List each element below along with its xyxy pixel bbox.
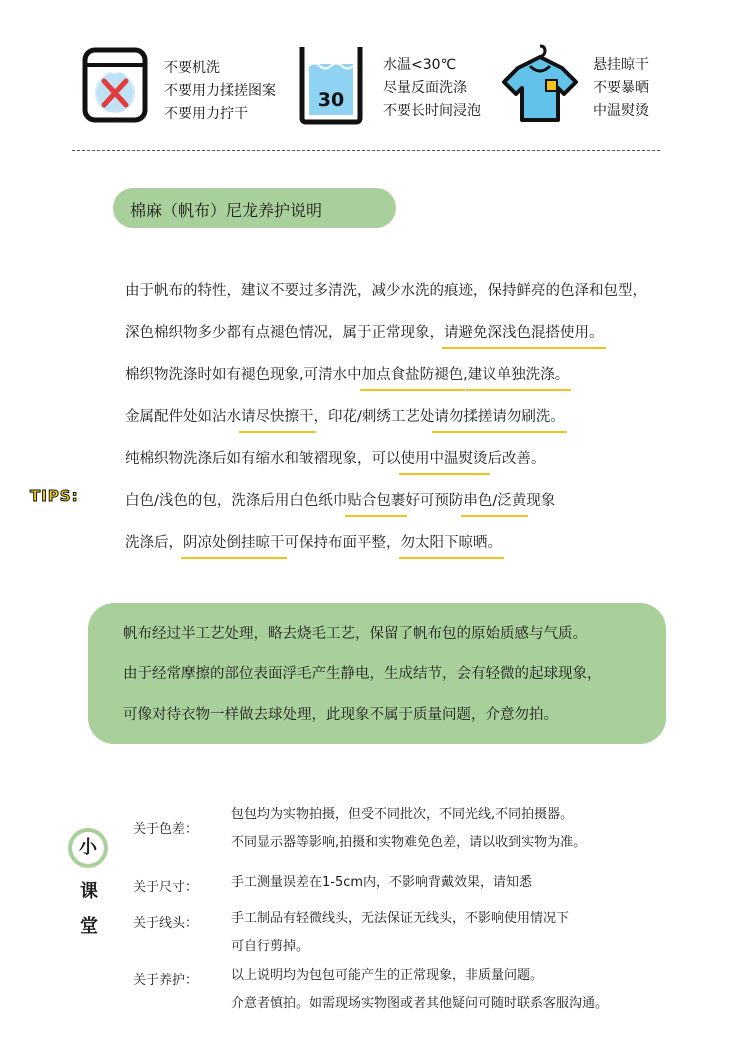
hang-dry-text: 悬挂晾干 不要暴晒 中温熨烫 (593, 57, 649, 119)
note-text-size: 手工测量误差在1-5cm内，不影响背戴效果，请知悉 (231, 875, 533, 890)
highlight: 请避免深浅色混搭使用。 (444, 321, 604, 342)
note-label-color: 关于色差： (133, 822, 199, 837)
no-machine-wash-text: 不要机洗 不要用力揉搓图案 不要用力拧干 (164, 60, 276, 122)
classroom-badge: 小 (68, 828, 108, 868)
highlight: 串色/泛黄 (463, 489, 526, 510)
note-line: 帆布经过半工艺处理，略去烧毛工艺，保留了帆布包的原始质感与气质。 (123, 626, 587, 642)
section-title-pill (113, 188, 396, 228)
section-divider (72, 150, 660, 151)
highlight: 请尽快擦干 (241, 405, 314, 426)
note-label-size: 关于尺寸： (133, 880, 199, 895)
tip-line: 洗涤后，阴凉处倒挂晾干可保持布面平整，勿太阳下晾晒。 (125, 531, 502, 552)
tip-line: 金属配件处如沾水请尽快擦干，印花/刺绣工艺处请勿揉搓请勿刷洗。 (125, 405, 565, 426)
wash-temp-badge: 30 (317, 89, 345, 111)
tip-line: 纯棉织物洗涤后如有缩水和皱褶现象，可以使用中温熨烫后改善。 (125, 447, 546, 468)
note-label-thread: 关于线头： (133, 916, 199, 931)
classroom-char: 课 (80, 881, 98, 902)
highlight: 使用中温熨烫 (401, 447, 488, 468)
highlight: 请勿揉搓请勿刷洗。 (434, 405, 565, 426)
highlight: 勿太阳下晾晒。 (401, 531, 503, 552)
classroom-char: 堂 (80, 916, 98, 937)
section-title: 棉麻（帆布）尼龙养护说明 (130, 201, 323, 220)
tip-line: 白色/浅色的包，洗涤后用白色纸巾贴合包裹好可预防串色/泛黄现象 (125, 489, 555, 510)
note-text-color: 包包均为实物拍摄，但受不同批次，不同光线,不同拍摄器。 不同显示器等影响,拍摄和实物难免色差，请以收到实物为准。 (231, 807, 587, 850)
tips-label: TIPS: (30, 487, 79, 505)
highlight: 阴凉处倒挂晾干 (183, 531, 285, 552)
note-text-thread: 手工制品有轻微线头，无法保证无线头，不影响使用情况下 可自行剪掉。 (231, 911, 570, 954)
no-machine-wash-icon (82, 47, 148, 123)
tip-line: 由于帆布的特性，建议不要过多清洗，减少水洗的痕迹，保持鲜亮的色泽和包型， (125, 283, 647, 299)
note-line: 由于经常摩擦的部位表面浮毛产生静电，生成结节，会有轻微的起球现象， (123, 666, 602, 682)
tip-line: 棉织物洗涤时如有褪色现象,可清水中加点食盐防褪色,建议单独洗涤。 (125, 363, 569, 384)
wash-30-icon (299, 44, 363, 125)
highlight: 贴合包裹 (347, 489, 405, 510)
canvas-note-box (88, 603, 666, 744)
highlight: 加点食盐防褪色 (362, 363, 464, 384)
highlight: 建议单独洗涤。 (468, 363, 570, 384)
tip-line: 深色棉织物多少都有点褪色情况，属于正常现象，请避免深浅色混搭使用。 (125, 321, 604, 342)
note-text-care: 以上说明均为包包可能产生的正常现象，非质量问题。 介意者慎拍。如需现场实物图或者其他疑问可随时联系客服沟通。 (231, 968, 609, 1011)
note-line: 可像对待衣物一样做去球处理，此现象不属于质量问题，介意勿拍。 (123, 707, 558, 723)
note-label-care: 关于养护： (133, 973, 199, 988)
wash-30-text: 水温<30℃ 尽量反面洗涤 不要长时间浸泡 (383, 57, 481, 119)
hang-dry-shirt-icon (498, 42, 582, 124)
